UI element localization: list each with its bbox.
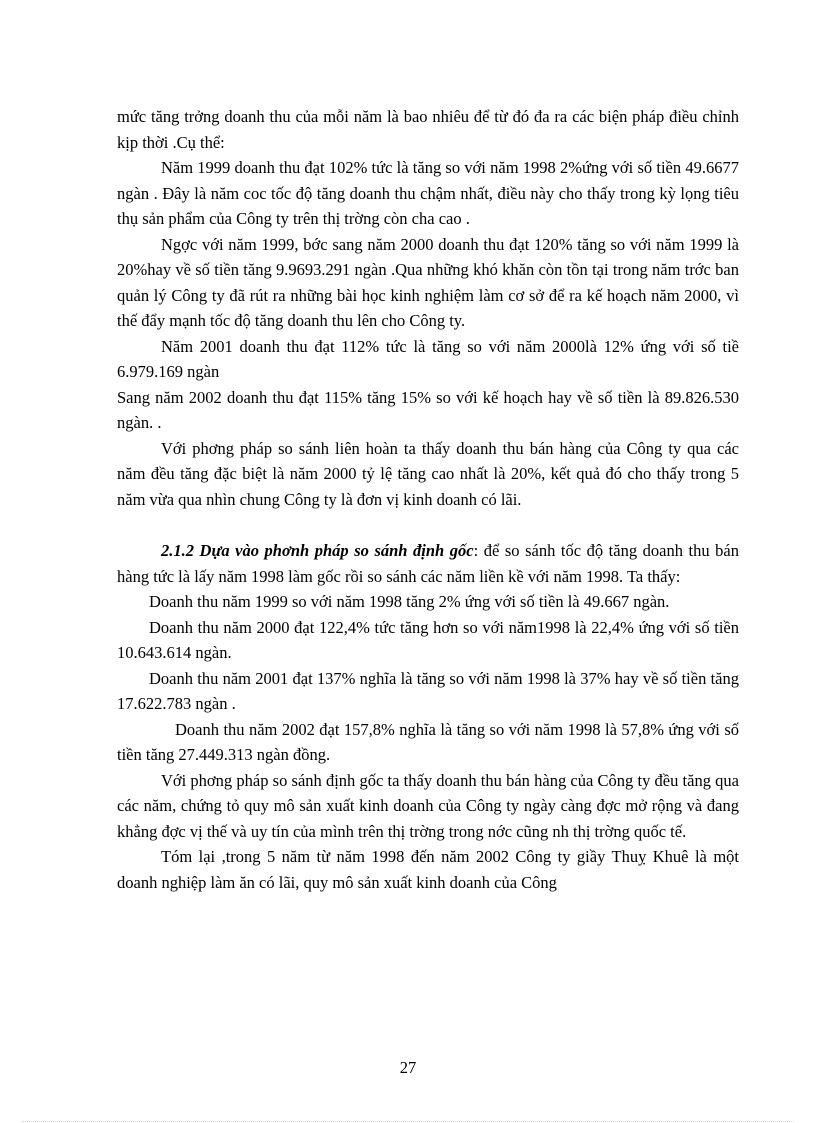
paragraph-base-2001: Doanh thu năm 2001 đạt 137% nghĩa là tăng so với năm 1998 là 37% hay về số tiền tăng 17.622.783 ngàn . xyxy=(117,668,739,713)
paragraph-base-2002: Doanh thu năm 2002 đạt 157,8% nghĩa là tăng so với năm 1998 là 57,8% ứng với số tiền tăng 27.449.313 ngàn đồng. xyxy=(117,719,739,764)
paragraph-base-conclusion: Với phơng pháp so sánh định gốc ta thấy doanh thu bán hàng của Công ty đều tăng qua các năm, chứng tỏ quy mô sản xuất kinh doanh của Công ty ngày càng đợc mở rộng và đang khẳng đợc vị thế và uy tín của mình trên thị trờng trong nớc cũng nh thị trờng quốc tế. xyxy=(117,770,739,841)
paragraph-intro: mức tăng trởng doanh thu của mỗi năm là bao nhiêu để từ đó đa ra các biện pháp điều chỉnh kịp thời .Cụ thể: xyxy=(117,107,739,152)
section-paragraph xyxy=(117,538,739,589)
paragraph-base-1999: Doanh thu năm 1999 so với năm 1998 tăng 2% ứng với số tiền là 49.667 ngàn. xyxy=(149,592,670,611)
page-body xyxy=(117,104,739,895)
paragraph-chain-comparison: Với phơng pháp so sánh liên hoàn ta thấy doanh thu bán hàng của Công ty qua các năm đều tăng đặc biệt là năm 2000 tỷ lệ tăng cao nhất là 20%, kết quả đó cho thấy trong 5 năm vừa qua nhìn chung Công ty là đơn vị kinh doanh có lãi. xyxy=(117,438,739,509)
paragraph-1999: Năm 1999 doanh thu đạt 102% tức là tăng so với năm 1998 2%ứng với số tiền 49.6677 ngàn . Đây là năm coc tốc độ tăng doanh thu chậm nhất, điều này cho thấy trong kỳ lọng tiêu thụ sản phẩm của Công ty trên thị trờng còn cha cao . xyxy=(117,158,739,228)
section-heading: 2.1.2 Dựa vào phơnh pháp so sánh định gốc xyxy=(161,541,474,560)
page-number: 27 xyxy=(399,1058,417,1077)
paragraph-2002: Sang năm 2002 doanh thu đạt 115% tăng 15% so với kế hoạch hay về số tiền là 89.826.530 ngàn. . xyxy=(117,387,739,432)
paragraph-summary: Tóm lại ,trong 5 năm từ năm 1998 đến năm 2002 Công ty giầy Thuỵ Khuê là một doanh nghiệp làm ăn có lãi, quy mô sản xuất kinh doanh của Công xyxy=(117,847,739,892)
paragraph-2001: Năm 2001 doanh thu đạt 112% tức là tăng so với năm 2000là 12% ứng với số tiề 6.979.169 ngàn xyxy=(117,336,739,381)
paragraph-base-2000: Doanh thu năm 2000 đạt 122,4% tức tăng hơn so với năm1998 là 22,4% ứng với số tiền 10.643.614 ngàn. xyxy=(117,617,739,662)
page-bottom-divider xyxy=(22,1121,794,1122)
section-gap xyxy=(117,512,739,538)
paragraph-2000: Ngợc với năm 1999, bớc sang năm 2000 doanh thu đạt 120% tăng so với năm 1999 là 20%hay về số tiền tăng 9.9693.291 ngàn .Qua những khó khăn còn tồn tại trong năm trớc ban quản lý Công ty đã rút ra những bài học kinh nghiệm làm cơ sở để ra kế hoạch năm 2000, vì thế đẩy mạnh tốc độ tăng doanh thu lên cho Công ty. xyxy=(117,234,739,330)
section-body: : để so sánh tốc độ tăng doanh thu bán hàng tức là lấy năm 1998 làm gốc rồi so sánh các năm liền kề với năm 1998. Ta thấy: xyxy=(117,541,739,586)
